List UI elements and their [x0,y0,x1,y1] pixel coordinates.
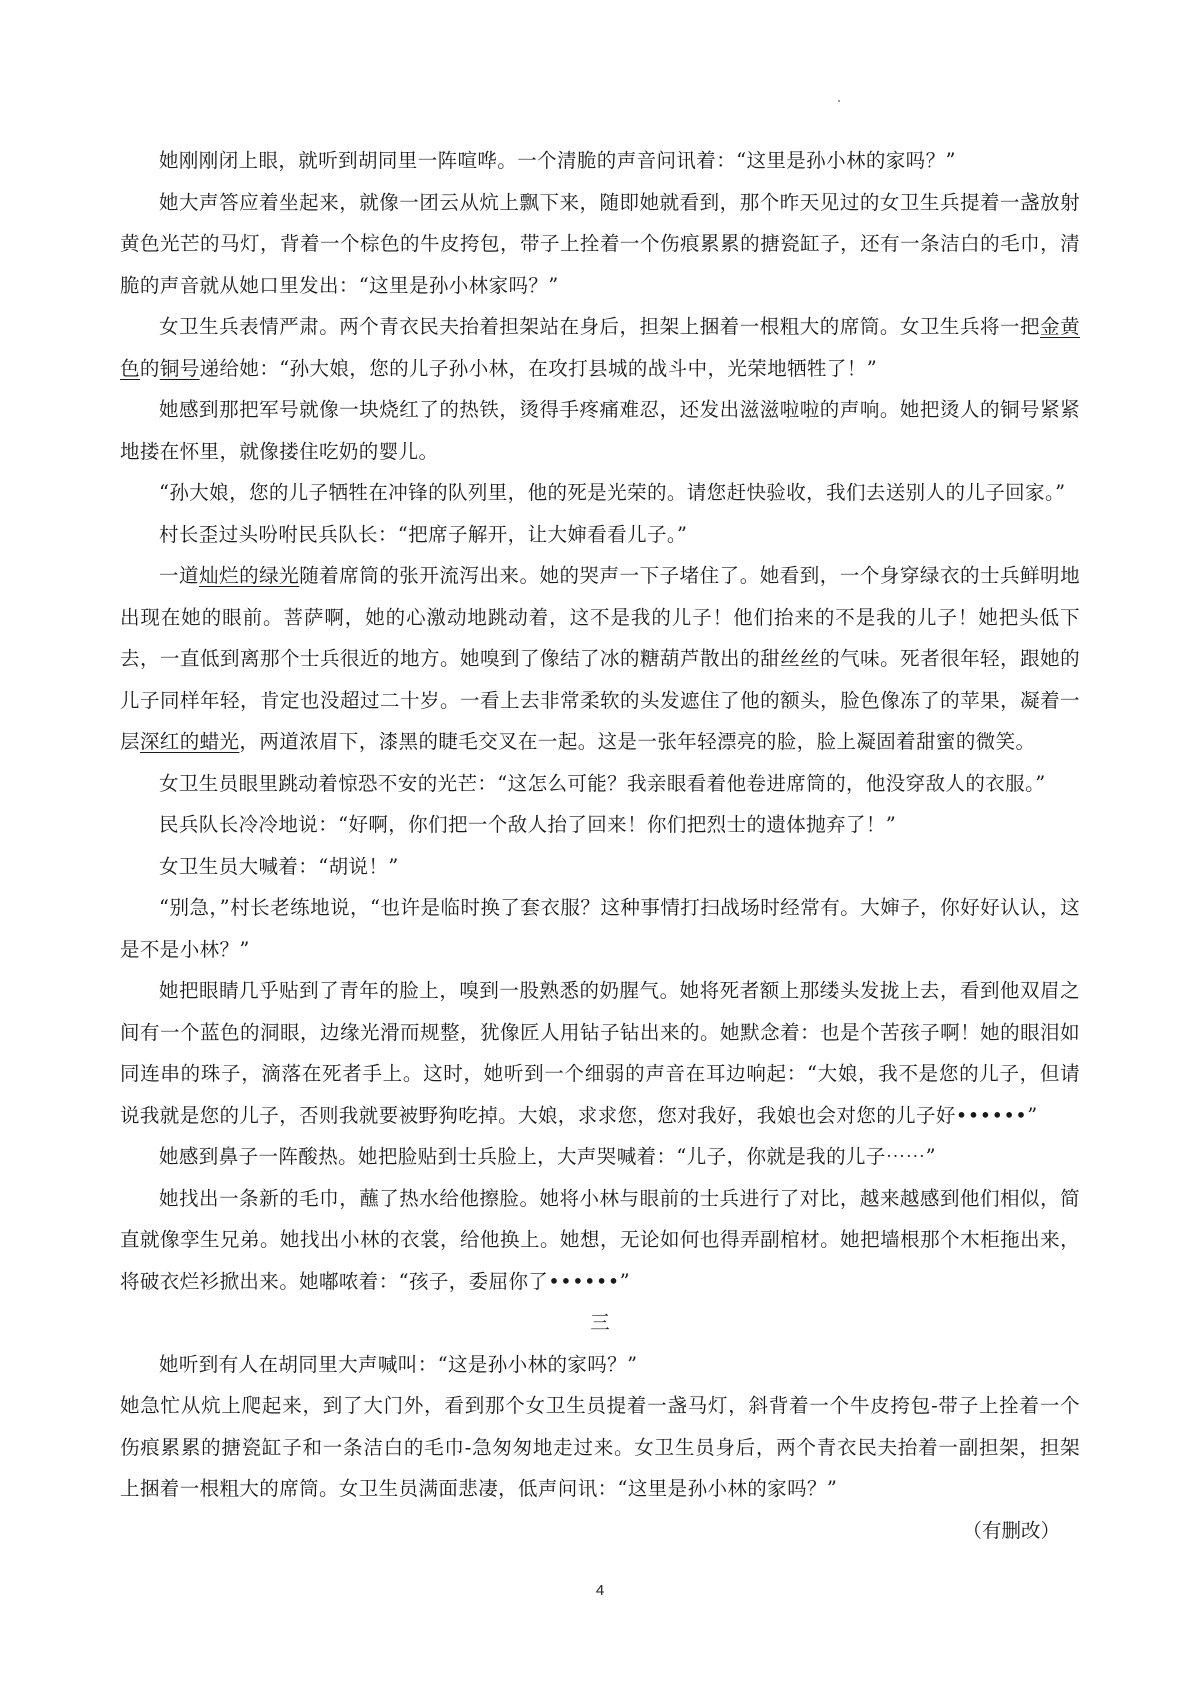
abridged-note: （有删改） [962,1518,1060,1542]
document-body [120,140,1080,1551]
paragraph-14: 她找出一条新的毛巾，蘸了热水给他擦脸。她将小林与眼前的士兵进行了对比，越来越感到他们相似，简直就像孪生兄弟。她找出小林的衣裳，给他换上。她想，无论如何也得弄副棺材。她把墙根那个木柜拖出来，将破衣烂衫掀出来。她嘟哝着：“孩子，委屈你了••••••” [120,1186,1080,1293]
paragraph-7-text-a: 一道 [159,564,200,587]
section3-paragraph-2: 她急忙从炕上爬起来，到了大门外，看到那个女卫生员提着一盏马灯，斜背着一个牛皮挎包-带子上拴着一个伤痕累累的搪瓷缸子和一条洁白的毛巾-急匆匆地走过来。女卫生员身后，两个青衣民夫抬着一副担架，担架上捆着一根粗大的席筒。女卫生员满面悲凄，低声问讯：“这里是孙小林的家吗？” [120,1394,1080,1500]
paragraph-3-text-a: 女卫生兵表情严肃。两个青衣民夫抬着担架站在身后，担架上捆着一根粗大的席筒。女卫生兵将一把 [159,315,1041,338]
paragraph-11: “别急，”村长老练地说，“也许是临时换了套衣服？这种事情打扫战场时经常有。大婶子，你好好认认，这是不是小林？” [120,896,1080,961]
paragraph-13: 她感到鼻子一阵酸热。她把脸贴到士兵脸上，大声哭喊着：“儿子，你就是我的儿子⋯⋯” [159,1145,936,1168]
underlined-bugle: 铜号 [159,356,200,380]
paragraph-10: 女卫生员大喊着：“胡说！” [159,854,399,878]
paragraph-7-text-b: 随着席筒的张开流泻出来。她的哭声一下子堵住了。她看到，一个身穿绿衣的士兵鲜明地出现在她的眼前。菩萨啊，她的心激动地跳动着，这不是我的儿子！他们抬来的不是我的儿子！她把头低下去，一直低到离那个士兵很近的地方。她嗅到了像结了冰的糖葫芦散出的甜丝丝的气味。死者很年轻，跟她的儿子同样年轻，肯定也没超过二十岁。一看上去非常柔软的头发遮住了他的额头，脸色像冻了的苹果，凝着一层 [120,564,1080,753]
paragraph-6: 村长歪过头吩咐民兵队长：“把席子解开，让大婶看看儿子。” [159,522,688,546]
page-number: 4 [595,1582,605,1599]
paragraph-3-text-c: 递给她：“孙大娘，您的儿子孙小林，在攻打县城的战斗中，光荣地牺牲了！” [199,356,878,380]
paragraph-3-text-b: 的 [139,356,160,380]
paragraph-8: 女卫生员眼里跳动着惊恐不安的光芒：“这怎么可能？我亲眼看着他卷进席筒的，他没穿敌人的衣服。” [159,771,1046,795]
paragraph-5: “孙大娘，您的儿子牺牲在冲锋的队列里，他的死是光荣的。请您赶快验收，我们去送别人的儿子回家。” [159,481,1066,504]
paragraph-3 [120,306,1080,389]
paragraph-4: 她感到那把军号就像一块烧红了的热铁，烫得手疼痛难忍，还发出滋滋啦啦的声响。她把烫人的铜号紧紧地搂在怀里，就像搂住吃奶的婴儿。 [120,398,1080,463]
scan-dot [838,100,840,102]
underlined-green-light: 灿烂的绿光 [199,564,300,587]
underlined-wax-light: 深红的蜡光 [139,730,240,753]
paragraph-2: 她大声答应着坐起来，就像一团云从炕上飘下来，随即她就看到，那个昨天见过的女卫生兵提着一盏放射黄色光芒的马灯，背着一个棕色的牛皮挎包，带子上拴着一个伤痕累累的搪瓷缸子，还有一条洁白的毛巾，清脆的声音就从她口里发出：“这里是孙小林家吗？” [120,190,1080,297]
section-number: 三 [590,1311,610,1334]
underlined-golden: 金黄色 [120,315,1080,380]
paragraph-7-text-c: ，两道浓眉下，漆黑的睫毛交叉在一起。这是一张年轻漂亮的脸，脸上凝固着甜蜜的微笑。 [239,730,1036,753]
paragraph-9: 民兵队长冷冷地说：“好啊，你们把一个敌人抬了回来！你们把烈士的遗体抛弃了！” [159,813,897,836]
paragraph-12: 她把眼睛几乎贴到了青年的脸上，嗅到一股熟悉的奶腥气。她将死者额上那缕头发拢上去，看到他双眉之间有一个蓝色的洞眼，边缘光滑而规整，犹像匠人用钻子钻出来的。她默念着：也是个苦孩子啊！她的眼泪如同连串的珠子，滴落在死者手上。这时，她听到一个细弱的声音在耳边响起：“大娘，我不是您的儿子，但请说我就是您的儿子，否则我就要被野狗吃掉。大娘，求求您，您对我好，我娘也会对您的儿子好••••••” [120,979,1080,1127]
paragraph-7 [120,555,1080,763]
section3-paragraph-1: 她听到有人在胡同里大声喊叫：“这是孙小林的家吗？” [159,1352,638,1376]
paragraph-1: 她刚刚闭上眼，就听到胡同里一阵喧哗。一个清脆的声音问讯着：“这里是孙小林的家吗？” [159,149,956,172]
